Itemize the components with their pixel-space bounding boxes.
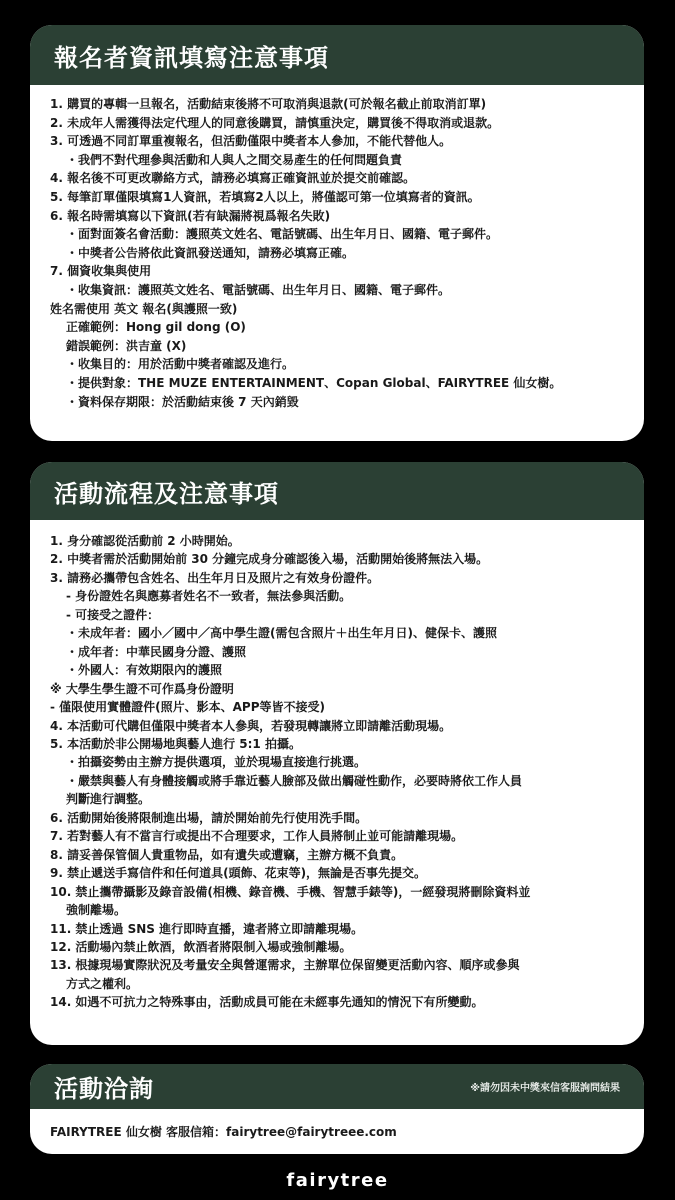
list-item: ・未成年者：國小／國中／高中學生證(需包含照片＋出生年月日)、健保卡、護照 bbox=[66, 626, 497, 641]
list-item: ・外國人：有效期限內的護照 bbox=[66, 663, 223, 678]
list-item: ・收集資訊：護照英文姓名、電話號碼、出生年月日、國籍、電子郵件。 bbox=[66, 282, 451, 297]
inquiry-note: ※請勿因未中獎來信客服詢問結果 bbox=[470, 1083, 620, 1094]
list-item: 9. 禁止遞送手寫信件和任何道具(頭飾、花束等)，無論是否事先提交。 bbox=[50, 866, 427, 881]
list-item: - 僅限使用實體證件(照片、影本、APP等皆不接受) bbox=[50, 700, 326, 715]
list-item: 強制離場。 bbox=[66, 903, 127, 918]
list-item: 1. 購買的專輯一旦報名，活動結束後將不可取消與退款(可於報名截止前取消訂單) bbox=[50, 97, 487, 111]
list-item: 判斷進行調整。 bbox=[66, 792, 151, 807]
event-process-list bbox=[30, 520, 644, 1012]
inquiry-header bbox=[30, 1064, 644, 1109]
fairytree-logo: fairytree bbox=[286, 1170, 389, 1191]
list-item: 1. 身分確認從活動前 2 小時開始。 bbox=[50, 534, 240, 548]
event-process-header bbox=[30, 462, 644, 520]
registration-notice-card bbox=[30, 25, 644, 441]
list-item: ※ 大學生學生證不可作爲身份證明 bbox=[50, 681, 234, 696]
list-item: 7. 若對藝人有不當言行或提出不合理要求，工作人員將制止並可能請離現場。 bbox=[50, 829, 464, 844]
list-item: 11. 禁止透過 SNS 進行即時直播，違者將立即請離現場。 bbox=[50, 921, 364, 936]
list-item: 8. 請妥善保管個人貴重物品，如有遺失或遭竊，主辦方概不負責。 bbox=[50, 847, 404, 862]
event-process-title: 活動流程及注意事項 bbox=[54, 479, 279, 508]
list-item: 3. 可透過不同訂單重複報名，但活動僅限中獎者本人參加，不能代替他人。 bbox=[50, 134, 452, 149]
inquiry-title: 活動洽詢 bbox=[54, 1075, 154, 1103]
list-item: 7. 個資收集與使用 bbox=[50, 264, 152, 279]
list-item: ・中獎者公告將依此資訊發送通知，請務必填寫正確。 bbox=[66, 245, 355, 260]
list-item: ・嚴禁與藝人有身體接觸或將手靠近藝人臉部及做出觸碰性動作，必要時將依工作人員 bbox=[66, 773, 523, 788]
registration-notice-title: 報名者資訊填寫注意事項 bbox=[54, 43, 329, 72]
list-item: 姓名需使用 英文 報名(與護照一致) bbox=[50, 301, 238, 316]
registration-notice-header bbox=[30, 25, 644, 85]
list-item: 4. 報名後不可更改聯絡方式，請務必填寫正確資訊並於提交前確認。 bbox=[50, 171, 416, 186]
list-item: 6. 活動開始後將限制進出場，請於開始前先行使用洗手間。 bbox=[50, 810, 368, 825]
list-item: 2. 中獎者需於活動開始前 30 分鐘完成身分確認後入場，活動開始後將無法入場。 bbox=[50, 552, 489, 567]
list-item: ・提供對象：THE MUZE ENTERTAINMENT、Copan Global、FAIRYTREE 仙女樹。 bbox=[66, 375, 562, 390]
list-item: ・面對面簽名會活動：護照英文姓名、電話號碼、出生年月日、國籍、電子郵件。 bbox=[66, 227, 499, 242]
list-item: - 可接受之證件： bbox=[66, 607, 160, 622]
list-item: - 身份證姓名與應募者姓名不一致者，無法參與活動。 bbox=[66, 589, 352, 604]
list-item: 14. 如遇不可抗力之特殊事由，活動成員可能在未經事先通知的情況下有所變動。 bbox=[50, 995, 484, 1010]
inquiry-body bbox=[30, 1109, 644, 1142]
list-item: 3. 請務必攜帶包含姓名、出生年月日及照片之有效身份證件。 bbox=[50, 570, 380, 585]
list-item: ・我們不對代理參與活動和人與人之間交易產生的任何問題負責 bbox=[66, 152, 403, 167]
list-item: 6. 報名時需填寫以下資訊(若有缺漏將視爲報名失敗) bbox=[50, 208, 331, 223]
list-item: ・拍攝姿勢由主辦方提供選項，並於現場直接進行挑選。 bbox=[66, 755, 367, 770]
list-item: 正確範例：Hong gil dong (O) bbox=[66, 320, 246, 335]
list-item: ・成年者：中華民國身分證、護照 bbox=[66, 644, 247, 659]
list-item: 10. 禁止攜帶攝影及錄音設備(相機、錄音機、手機、智慧手錶等)，一經發現將刪除資料並 bbox=[50, 884, 531, 899]
list-item: 5. 每筆訂單僅限填寫1人資訊，若填寫2人以上，將僅認可第一位填寫者的資訊。 bbox=[50, 189, 480, 204]
list-item: ・收集目的：用於活動中獎者確認及進行。 bbox=[66, 357, 295, 372]
inquiry-card bbox=[30, 1064, 644, 1154]
list-item: 5. 本活動於非公開場地與藝人進行 5:1 拍攝。 bbox=[50, 736, 301, 751]
contact-email-line[interactable]: FAIRYTREE 仙女樹 客服信箱：fairytree@fairytreee.com bbox=[50, 1125, 397, 1139]
list-item: ・資料保存期限：於活動結束後 7 天內銷毀 bbox=[66, 394, 299, 409]
list-item: 錯誤範例：洪吉童 (X) bbox=[66, 338, 187, 353]
event-process-card bbox=[30, 462, 644, 1045]
list-item: 2. 未成年人需獲得法定代理人的同意後購買，請慎重決定，購買後不得取消或退款。 bbox=[50, 115, 500, 130]
list-item: 方式之權利。 bbox=[66, 976, 139, 991]
list-item: 12. 活動場內禁止飲酒，飲酒者將限制入場或強制離場。 bbox=[50, 939, 352, 954]
registration-notice-list bbox=[30, 85, 644, 411]
list-item: 13. 根據現場實際狀況及考量安全與營運需求，主辦單位保留變更活動內容、順序或參與 bbox=[50, 958, 520, 973]
list-item: 4. 本活動可代購但僅限中獎者本人參與，若發現轉讓將立即請離活動現場。 bbox=[50, 718, 452, 733]
